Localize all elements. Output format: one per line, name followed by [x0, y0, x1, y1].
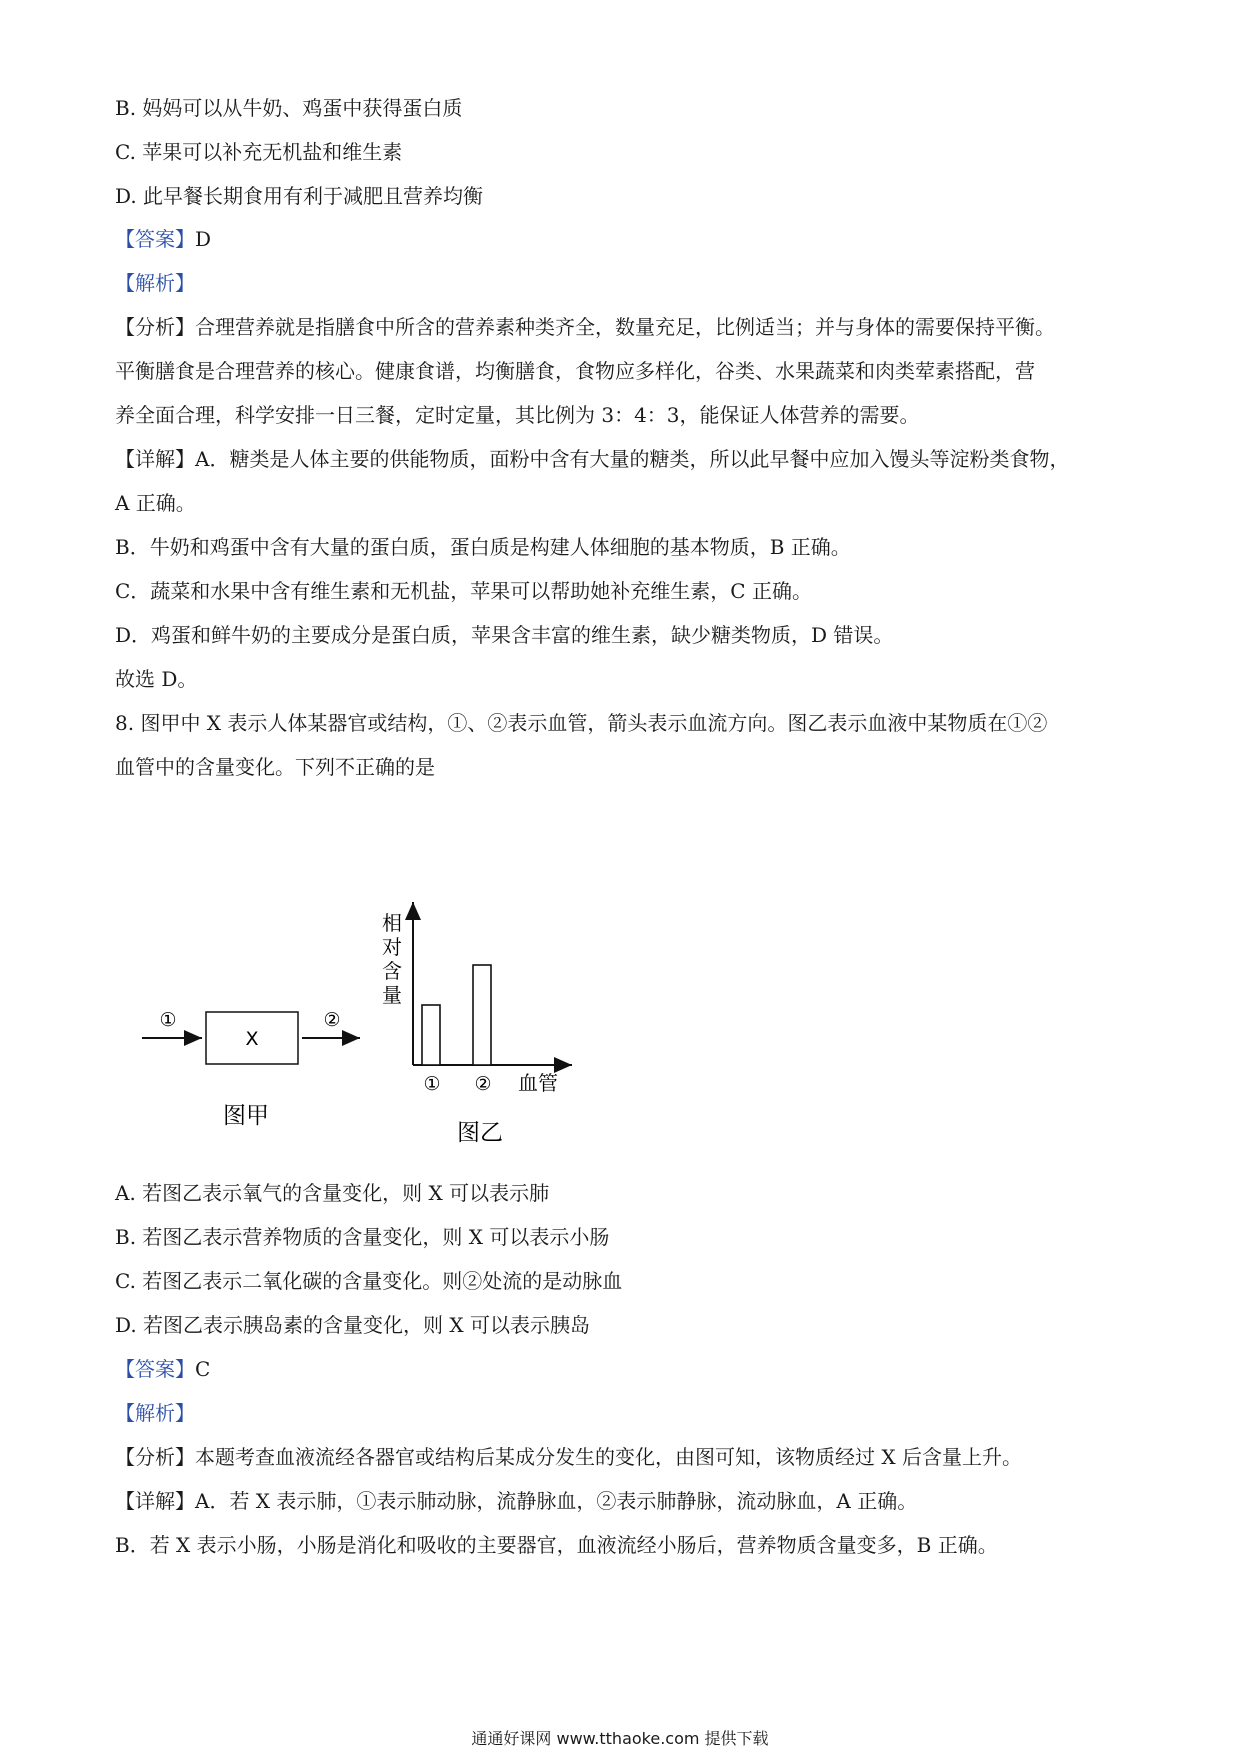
analysis-text: 本题考查血液流经各器官或结构后某成分发生的变化，由图可知，该物质经过 X 后含量上升。: [195, 1445, 1022, 1469]
q7-option-c: C. 苹果可以补充无机盐和维生素: [115, 140, 403, 164]
q8-figure: [110, 880, 650, 1160]
y-axis-label: [382, 911, 402, 1007]
q7-explain-tag: 【解析】: [115, 271, 195, 295]
y-label-char: 对: [382, 935, 402, 959]
vessel-2-label: ②: [323, 1009, 341, 1031]
tick-label-vessel-2: ②: [474, 1073, 492, 1095]
q8-stem-line2: 血管中的含量变化。下列不正确的是: [115, 755, 435, 779]
q7-analysis-line1: [115, 314, 1055, 340]
q7-detail-d: D．鸡蛋和鲜牛奶的主要成分是蛋白质，苹果含丰富的维生素，缺少糖类物质，D 错误。: [115, 623, 894, 647]
q7-analysis-line2: 平衡膳食是合理营养的核心。健康食谱，均衡膳食，食物应多样化，谷类、水果蔬菜和肉类荤素搭配，营: [115, 359, 1035, 383]
q8-analysis: [115, 1444, 1022, 1470]
figure-b-caption: 图乙: [457, 1120, 503, 1146]
figure-b: [382, 902, 572, 1146]
tick-label-vessel-1: ①: [423, 1073, 441, 1095]
q7-option-d: D. 此早餐长期食用有利于减肥且营养均衡: [115, 184, 484, 208]
bar-vessel-2: [473, 965, 491, 1065]
y-label-char: 量: [382, 983, 402, 1007]
y-label-char: 相: [382, 911, 402, 935]
y-label-char: 含: [382, 959, 402, 983]
q7-answer: [115, 226, 211, 252]
answer-tag: 【答案】: [115, 1357, 195, 1381]
q7-detail-a-line1: [115, 446, 1069, 472]
q8-figure-svg: [110, 880, 650, 1160]
q8-option-c: C. 若图乙表示二氧化碳的含量变化。则②处流的是动脉血: [115, 1269, 623, 1293]
q8-option-b: B. 若图乙表示营养物质的含量变化，则 X 可以表示小肠: [115, 1225, 610, 1249]
q7-option-b: B. 妈妈可以从牛奶、鸡蛋中获得蛋白质: [115, 96, 463, 120]
detail-text: A．若 X 表示肺，①表示肺动脉，流静脉血，②表示肺静脉，流动脉血，A 正确。: [195, 1489, 918, 1513]
q8-answer: [115, 1356, 210, 1382]
q7-detail-c: C．蔬菜和水果中含有维生素和无机盐，苹果可以帮助她补充维生素，C 正确。: [115, 579, 812, 603]
detail-tag: 【详解】: [115, 447, 195, 471]
q7-detail-a-line2: A 正确。: [115, 491, 196, 515]
q7-detail-b: B．牛奶和鸡蛋中含有大量的蛋白质，蛋白质是构建人体细胞的基本物质，B 正确。: [115, 535, 851, 559]
analysis-text: 合理营养就是指膳食中所含的营养素种类齐全，数量充足，比例适当；并与身体的需要保持平衡。: [195, 315, 1055, 339]
x-axis-label: 血管: [518, 1071, 558, 1095]
answer-tag: 【答案】: [115, 227, 195, 251]
answer-value: C: [195, 1357, 211, 1381]
q7-conclusion: 故选 D。: [115, 667, 198, 691]
q8-detail-a: [115, 1488, 917, 1514]
analysis-tag: 【分析】: [115, 315, 195, 339]
q8-stem-line1: 8. 图甲中 X 表示人体某器官或结构，①、②表示血管，箭头表示血流方向。图乙表示血液中某物质在①②: [115, 711, 1048, 735]
analysis-tag: 【分析】: [115, 1445, 195, 1469]
answer-value: D: [195, 227, 212, 251]
organ-x-label: X: [245, 1028, 259, 1050]
vessel-1-label: ①: [159, 1009, 177, 1031]
q8-detail-b: B．若 X 表示小肠，小肠是消化和吸收的主要器官，血液流经小肠后，营养物质含量变多，B 正确。: [115, 1533, 998, 1557]
figure-a-caption: 图甲: [223, 1103, 269, 1129]
bar-vessel-1: [422, 1005, 440, 1065]
q7-analysis-line3: 养全面合理，科学安排一日三餐，定时定量，其比例为 3：4：3，能保证人体营养的需要。: [115, 403, 920, 427]
figure-a: [142, 1009, 360, 1129]
detail-tag: 【详解】: [115, 1489, 195, 1513]
detail-text: A．糖类是人体主要的供能物质，面粉中含有大量的糖类，所以此早餐中应加入馒头等淀粉类食物，: [195, 447, 1070, 471]
q8-explain-tag: 【解析】: [115, 1401, 195, 1425]
page-footer: 通通好课网 www.tthaoke.com 提供下载: [471, 1729, 769, 1748]
q8-option-d: D. 若图乙表示胰岛素的含量变化，则 X 可以表示胰岛: [115, 1313, 590, 1337]
q8-option-a: A. 若图乙表示氧气的含量变化，则 X 可以表示肺: [115, 1181, 550, 1205]
